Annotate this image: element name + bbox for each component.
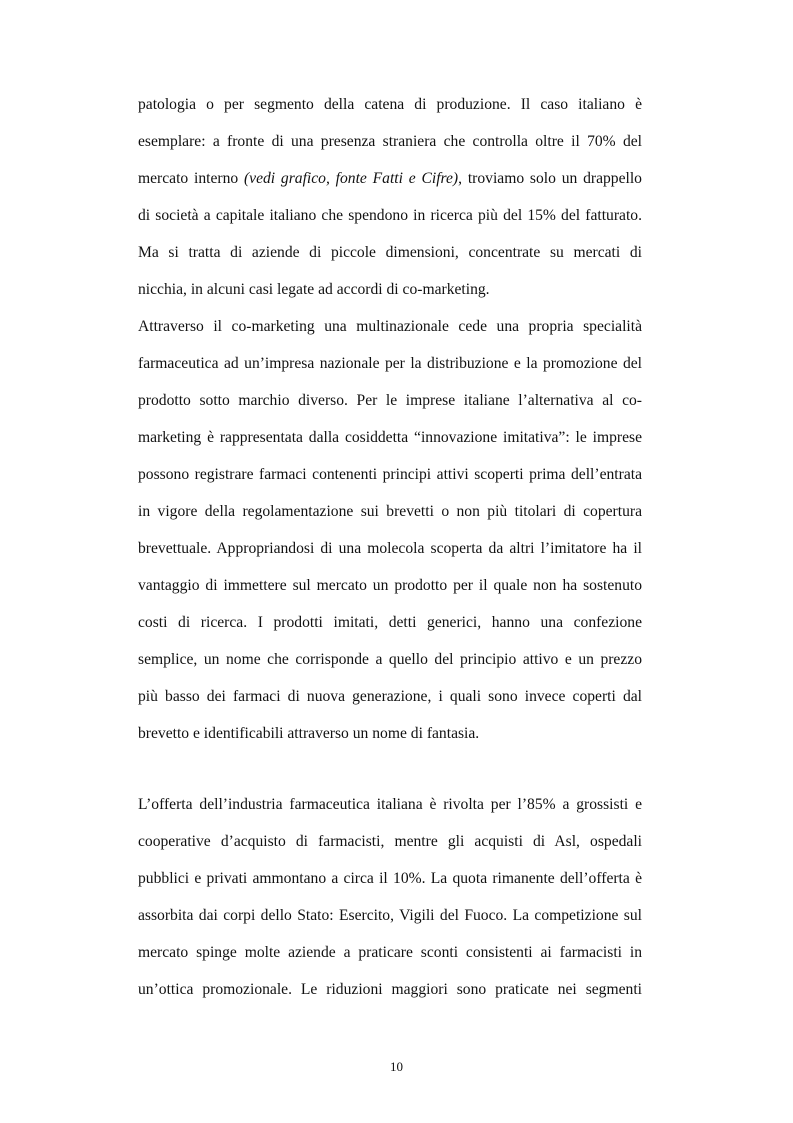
text-line [138, 906, 642, 926]
text-line [138, 243, 642, 263]
text-line [138, 132, 642, 152]
text-span: brevetto e identificabili attraverso un nome di fantasia. [138, 725, 480, 742]
text-span: brevettuale. Appropriandosi di una molecola scoperta da altri l’imitatore ha il [138, 540, 642, 557]
text-span: un’ottica promozionale. Le riduzioni maggiori sono praticate nei segmenti [138, 981, 642, 998]
text-span: di società a capitale italiano che spendono in ricerca più del 15% del fatturato. [138, 207, 642, 224]
text-span: semplice, un nome che corrisponde a quello del principio attivo e un prezzo [138, 651, 642, 668]
text-line [138, 539, 642, 559]
text-span: più basso dei farmaci di nuova generazione, i quali sono invece coperti dal [138, 688, 642, 705]
text-line [138, 650, 642, 670]
text-span: nicchia, in alcuni casi legate ad accordi di co-marketing. [138, 281, 490, 298]
italic-reference: (vedi grafico, fonte Fatti e Cifre) [243, 170, 459, 187]
text-line [138, 869, 642, 889]
text-span: possono registrare farmaci contenenti principi attivi scoperti prima dell’entrata [138, 466, 642, 483]
text-span: Ma si tratta di aziende di piccole dimensioni, concentrate su mercati di [138, 244, 642, 261]
text-line [138, 687, 642, 707]
page-number: 10 [390, 1059, 403, 1074]
text-span: L’offerta dell’industria farmaceutica italiana è rivolta per l’85% a grossisti e [138, 796, 642, 813]
text-span: marketing è rappresentata dalla cosiddetta “innovazione imitativa”: le imprese [138, 429, 642, 446]
text-span: mercato spinge molte aziende a praticare sconti consistenti ai farmacisti in [138, 944, 642, 961]
text-span: farmaceutica ad un’impresa nazionale per la distribuzione e la promozione del [138, 355, 642, 372]
text-span: vantaggio di immettere sul mercato un prodotto per il quale non ha sostenuto [138, 577, 642, 594]
text-line [138, 465, 642, 485]
text-span: , troviamo solo un drappello [458, 170, 642, 187]
text-line [138, 317, 642, 337]
text-line [138, 576, 642, 596]
text-line [138, 795, 642, 815]
text-line [138, 391, 642, 411]
text-line [138, 280, 642, 300]
text-line [138, 502, 642, 522]
text-span: Attraverso il co-marketing una multinazionale cede una propria specialità [138, 318, 642, 335]
text-span: cooperative d’acquisto di farmacisti, mentre gli acquisti di Asl, ospedali [138, 833, 642, 850]
text-span: costi di ricerca. I prodotti imitati, detti generici, hanno una confezione [138, 614, 642, 631]
text-line [138, 832, 642, 852]
text-span: prodotto sotto marchio diverso. Per le imprese italiane l’alternativa al co- [138, 392, 642, 409]
text-line [138, 613, 642, 633]
text-line [138, 354, 642, 374]
text-span: mercato interno [138, 170, 244, 187]
text-line [138, 169, 642, 189]
text-line [138, 206, 642, 226]
text-line [138, 980, 642, 1000]
text-span: pubblici e privati ammontano a circa il 10%. La quota rimanente dell’offerta è [138, 870, 642, 887]
text-line [138, 95, 642, 115]
text-line [138, 428, 642, 448]
text-span: patologia o per segmento della catena di produzione. Il caso italiano è [138, 96, 642, 113]
text-line [138, 724, 642, 744]
text-span: in vigore della regolamentazione sui brevetti o non più titolari di copertura [138, 503, 642, 520]
text-span: esemplare: a fronte di una presenza straniera che controlla oltre il 70% del [138, 133, 642, 150]
text-line [138, 943, 642, 963]
text-span: assorbita dai corpi dello Stato: Esercito, Vigili del Fuoco. La competizione sul [138, 907, 642, 924]
